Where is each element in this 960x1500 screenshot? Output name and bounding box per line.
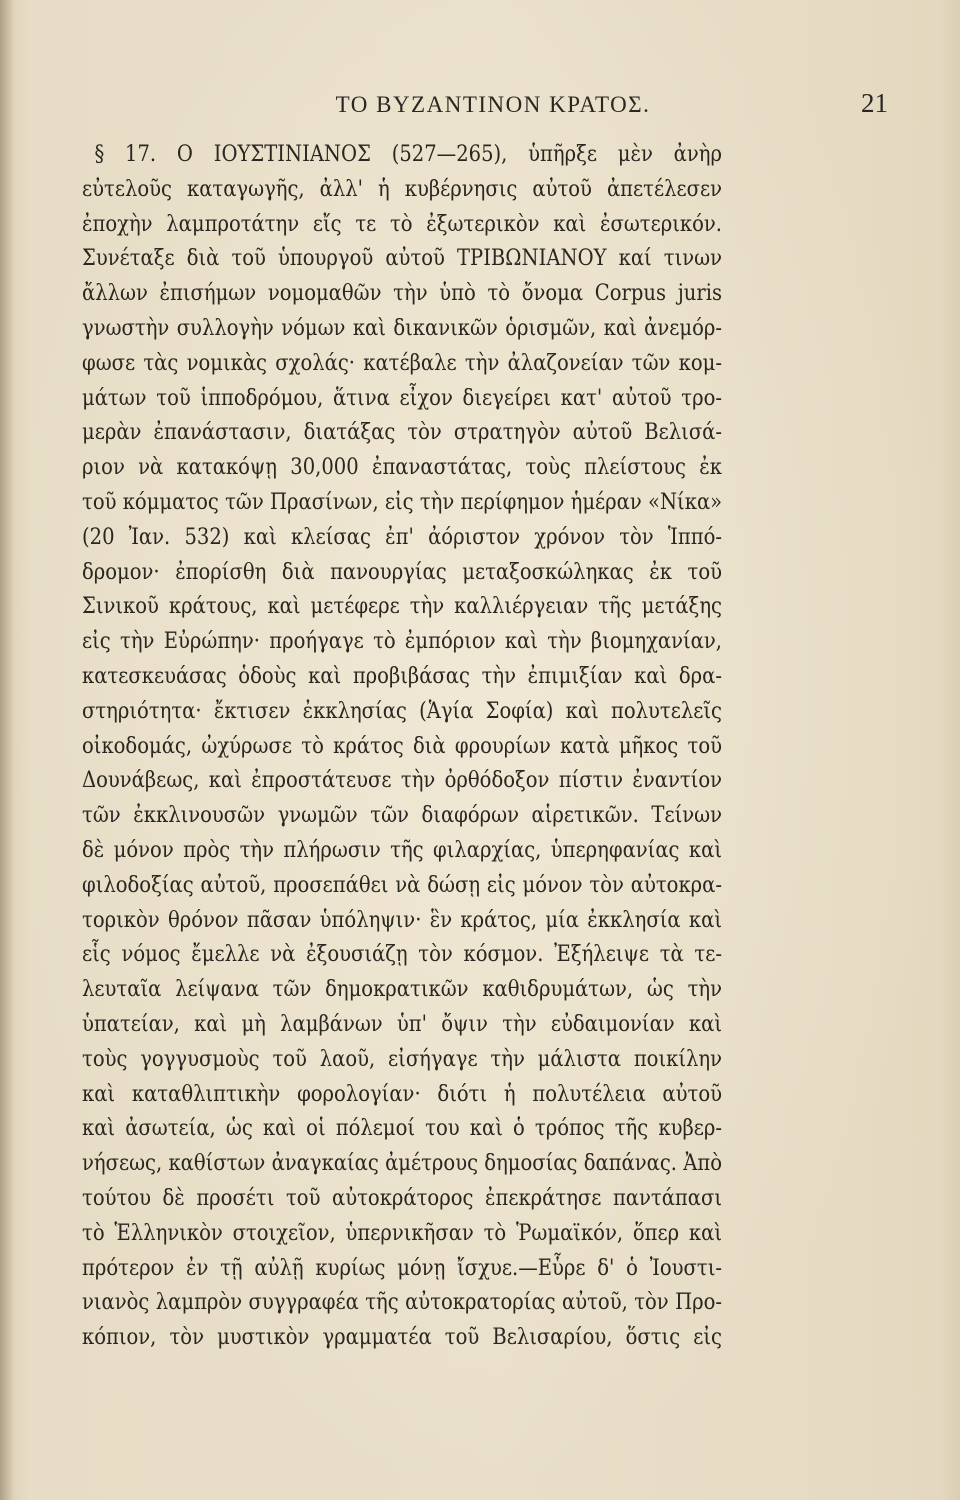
- text-line: γνωστὴν συλλογὴν νόμων καὶ δικανικῶν ὁρισμῶν, καὶ ἀνεμόρ-: [82, 315, 722, 341]
- text-line: τοὺς γογγυσμοὺς τοῦ λαοῦ, εἰσήγαγε τὴν μάλιστα ποικίλην: [82, 1046, 722, 1072]
- text-line: φωσε τὰς νομικὰς σχολάς· κατέβαλε τὴν ἀλαζονείαν τῶν κομ-: [82, 350, 722, 376]
- text-line: μάτων τοῦ ἱπποδρόμου, ἅτινα εἶχον διεγείρει κατ' αὐτοῦ τρο-: [82, 385, 722, 411]
- text-line: ἐποχὴν λαμπροτάτην εἴς τε τὸ ἐξωτερικὸν καὶ ἐσωτερικόν.: [82, 211, 722, 237]
- text-line: στηριότητα· ἔκτισεν ἐκκλησίας (Ἁγία Σοφία) καὶ πολυτελεῖς: [82, 698, 722, 724]
- binding-shadow: [0, 0, 14, 1500]
- text-line: κατεσκευάσας ὁδοὺς καὶ προβιβάσας τὴν ἐπιμιξίαν καὶ δρα-: [82, 663, 722, 689]
- text-line: δὲ μόνον πρὸς τὴν πλήρωσιν τῆς φιλαρχίας, ὑπερηφανίας καὶ: [82, 837, 722, 863]
- text-line: Συνέταξε διὰ τοῦ ὑπουργοῦ αὐτοῦ ΤΡΙΒΩΝΙΑΝΟΥ καί τινων: [82, 246, 722, 272]
- text-line: κόπιον, τὸν μυστικὸν γραμματέα τοῦ Βελισαρίου, ὅστις εἰς: [82, 1325, 722, 1351]
- text-line: ὑπατείαν, καὶ μὴ λαμβάνων ὑπ' ὄψιν τὴν εὐδαιμονίαν καὶ: [82, 1011, 722, 1037]
- text-line: § 17. Ο ΙΟΥΣΤΙΝΙΑΝΟΣ (527—265), ὑπῆρξε μὲν ἀνὴρ: [94, 142, 722, 167]
- text-line: εἷς νόμος ἔμελλε νὰ ἐξουσιάζῃ τὸν κόσμον. Ἐξήλειψε τὰ τε-: [82, 942, 722, 968]
- text-line: πρότερον ἐν τῇ αὐλῇ κυρίως μόνῃ ἴσχυε.—Εὗρε δ' ὁ Ἰουστι-: [82, 1255, 722, 1281]
- text-line: Δουνάβεως, καὶ ἐπροστάτευσε τὴν ὀρθόδοξον πίστιν ἐναντίον: [82, 768, 722, 794]
- text-line: λευταῖα λείψανα τῶν δημοκρατικῶν καθιδρυμάτων, ὡς τὴν: [82, 977, 722, 1003]
- text-line: (20 Ἰαν. 532) καὶ κλείσας ἐπ' ἀόριστον χρόνον τὸν Ἱππό-: [82, 524, 722, 550]
- text-line: καὶ ἀσωτεία, ὡς καὶ οἱ πόλεμοί του καὶ ὁ τρόπος τῆς κυβερ-: [82, 1116, 722, 1142]
- text-line: ριον νὰ κατακόψῃ 30,000 ἐπαναστάτας, τοὺς πλείστους ἐκ: [82, 455, 722, 481]
- text-line: μερὰν ἐπανάστασιν, διατάξας τὸν στρατηγὸν αὐτοῦ Βελισά-: [82, 420, 722, 446]
- text-line: τὸ Ἑλληνικὸν στοιχεῖον, ὑπερνικῆσαν τὸ Ῥωμαϊκόν, ὅπερ καὶ: [82, 1220, 722, 1246]
- text-line: Σινικοῦ κράτους, καὶ μετέφερε τὴν καλλιέργειαν τῆς μετάξης: [82, 594, 722, 620]
- body-text: [82, 138, 722, 1356]
- page-number: 21: [861, 88, 888, 118]
- text-line: τοῦ κόμματος τῶν Πρασίνων, εἰς τὴν περίφημον ἡμέραν «Νίκα»: [82, 489, 723, 515]
- text-line: εὐτελοῦς καταγωγῆς, ἀλλ' ἡ κυβέρνησις αὐτοῦ ἀπετέλεσεν: [82, 176, 722, 202]
- text-line: οἰκοδομάς, ὠχύρωσε τὸ κράτος διὰ φρουρίων κατὰ μῆκος τοῦ: [82, 733, 722, 759]
- text-line: καὶ καταθλιπτικὴν φορολογίαν· διότι ἡ πολυτέλεια αὐτοῦ: [82, 1081, 722, 1107]
- text-line: ἄλλων ἐπισήμων νομομαθῶν τὴν ὑπὸ τὸ ὄνομα Corpus juris: [82, 281, 722, 307]
- text-line: φιλοδοξίας αὐτοῦ, προσεπάθει νὰ δώσῃ εἰς μόνον τὸν αὐτοκρα-: [82, 872, 722, 898]
- text-line: τορικὸν θρόνον πᾶσαν ὑπόληψιν· ἓν κράτος, μία ἐκκλησία καὶ: [82, 907, 722, 933]
- text-line: εἰς τὴν Εὐρώπην· προήγαγε τὸ ἐμπόριον καὶ τὴν βιομηχανίαν,: [82, 629, 722, 655]
- text-line: τῶν ἐκκλινουσῶν γνωμῶν τῶν διαφόρων αἱρετικῶν. Τείνων: [82, 803, 722, 829]
- running-head: ΤΟ ΒΥΖΑΝΤΙΝΟΝ ΚΡΑΤΟΣ.: [335, 92, 651, 117]
- page-header: [98, 88, 888, 128]
- text-line: δρομον· ἐπορίσθη διὰ πανουργίας μεταξοσκώληκας ἐκ τοῦ: [82, 559, 722, 585]
- text-line: νήσεως, καθίστων ἀναγκαίας ἀμέτρους δημοσίας δαπάνας. Ἀπὸ: [82, 1151, 722, 1177]
- text-line: νιανὸς λαμπρὸν συγγραφέα τῆς αὐτοκρατορίας αὐτοῦ, τὸν Προ-: [82, 1290, 722, 1316]
- text-line: τούτου δὲ προσέτι τοῦ αὐτοκράτορος ἐπεκράτησε παντάπασι: [82, 1185, 722, 1211]
